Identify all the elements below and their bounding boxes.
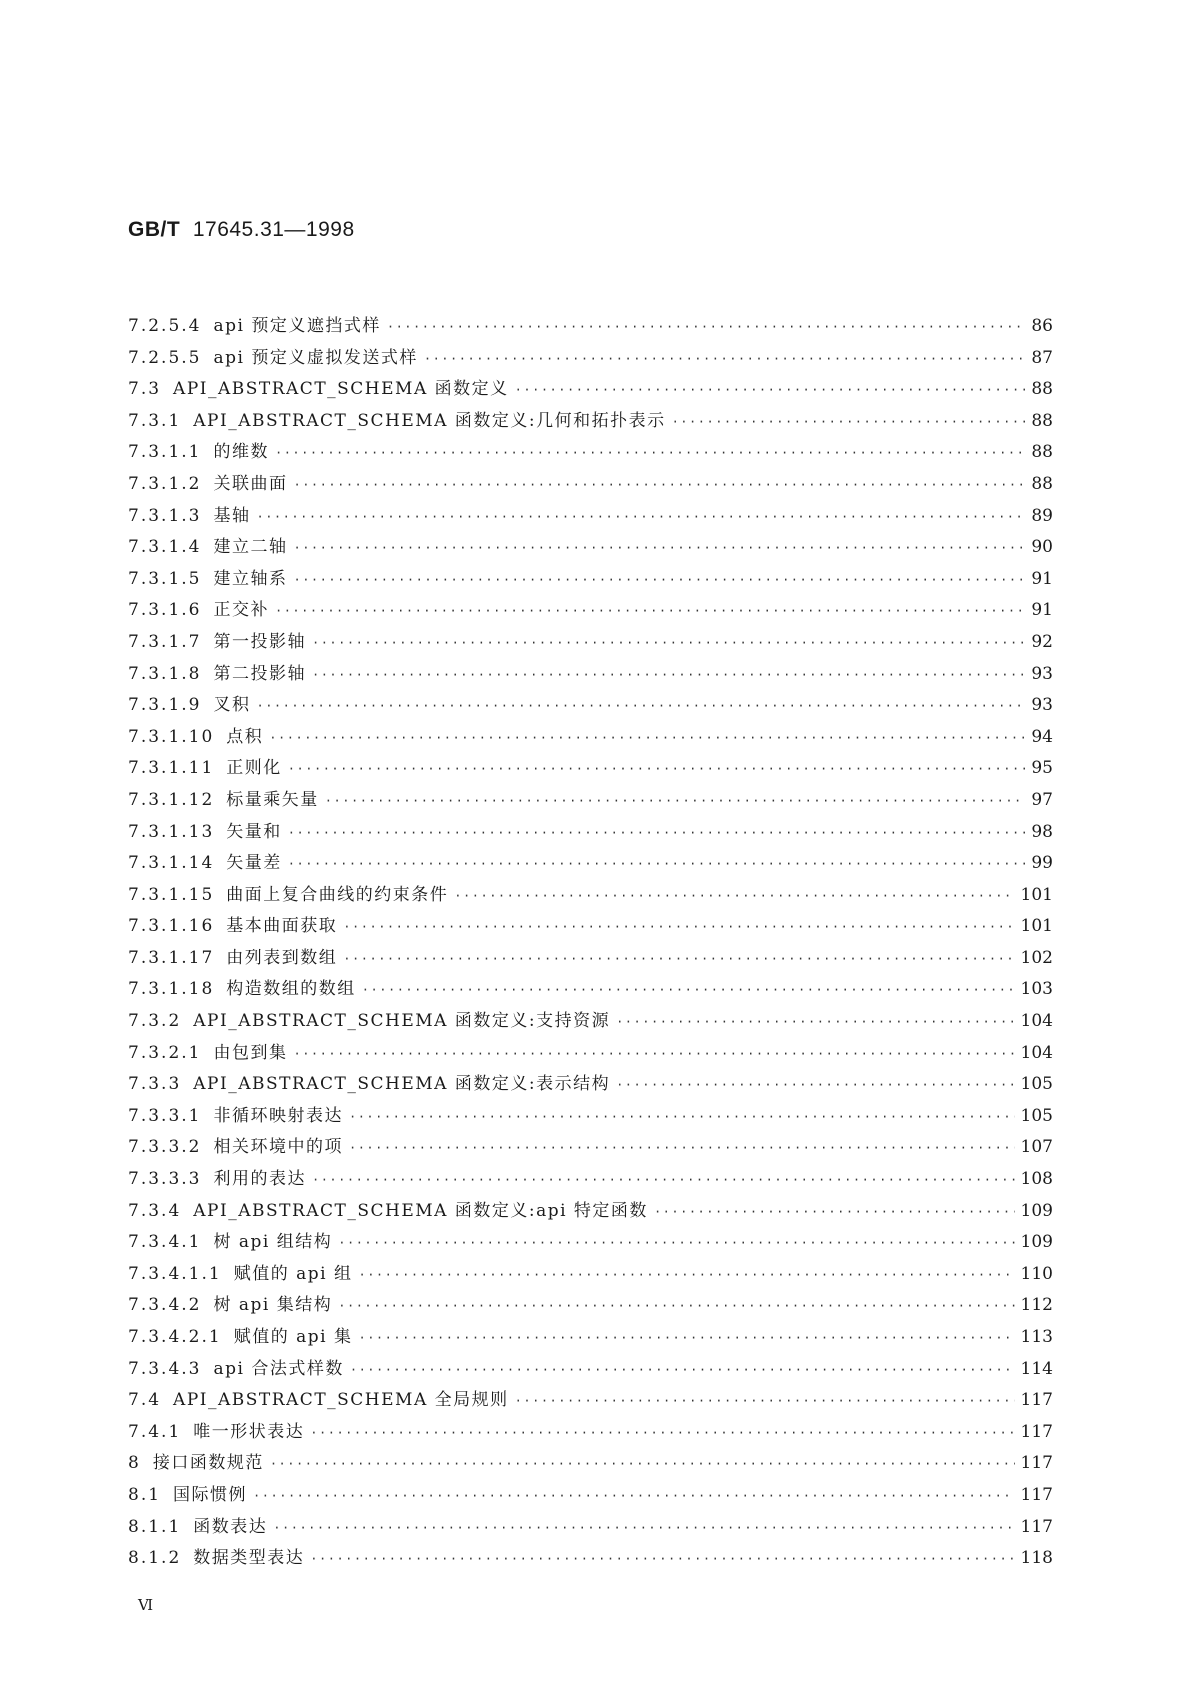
dot-leader [349,1141,1015,1155]
toc-entry-page: 107 [1020,1137,1053,1158]
toc-entry [128,817,1053,849]
toc-entry [128,406,1053,438]
toc-entry-number: 7.3.1.9 [128,695,202,716]
toc-entry-page: 94 [1031,726,1053,747]
dot-leader [387,320,1026,334]
toc-entry-title: 基本曲面获取 [226,916,338,937]
toc-entry [128,1512,1053,1544]
toc-entry-title: 关联曲面 [213,473,288,494]
toc-entry-title: API_ABSTRACT_SCHEMA 函数定义 [173,379,509,400]
toc-entry-title: 曲面上复合曲线的约束条件 [226,884,449,905]
toc-entry-number: 7.3.4.2.1 [128,1327,222,1347]
dot-leader [454,889,1014,903]
toc-entry-title: 第二投影轴 [213,663,306,684]
toc-entry-number: 7.3.4 [128,1200,182,1221]
toc-entry-number: 7.3.4.2 [128,1295,202,1316]
toc-entry-page: 93 [1031,663,1053,684]
toc-entry-page: 88 [1031,442,1053,463]
toc-entry-number: 7.3.2 [128,1011,182,1032]
toc-entry-title: api 合法式样数 [213,1358,344,1379]
toc-entry-number: 8.1.2 [128,1548,182,1569]
toc-entry [128,564,1053,596]
dot-leader [273,1521,1014,1535]
dot-leader [310,1552,1014,1566]
toc-entry-title: 建立轴系 [213,568,288,589]
toc-entry-title: 正则化 [226,758,282,779]
toc-entry-number: 7.3 [128,379,162,400]
toc-entry-title: 的维数 [213,442,269,463]
toc-entry-page: 102 [1020,947,1053,968]
toc-entry-page: 108 [1020,1169,1053,1190]
toc-entry [128,1101,1053,1133]
toc-entry [128,343,1053,375]
toc-entry [128,1543,1053,1575]
toc-entry-number: 7.3.1 [128,410,182,431]
toc-entry [128,1480,1053,1512]
toc-entry [128,437,1053,469]
toc-entry [128,659,1053,691]
toc-entry-number: 7.3.1.18 [128,979,215,1000]
toc-entry-page: 88 [1031,473,1053,494]
dot-leader [310,1426,1014,1440]
toc-entry-page: 97 [1031,789,1053,810]
toc-entry-title: 矢量差 [226,853,282,874]
toc-entry-number: 7.4 [128,1390,162,1411]
toc-entry [128,501,1053,533]
toc-entry-title: 赋值的 api 集 [233,1327,353,1347]
toc-entry-number: 7.3.3.2 [128,1137,202,1158]
dot-leader [275,446,1025,460]
toc-entry-title: 矢量和 [226,821,282,842]
toc-entry [128,1164,1053,1196]
toc-entry-number: 7.3.4.3 [128,1358,202,1379]
toc-entry [128,1259,1053,1291]
toc-entry-number: 7.3.2.1 [128,1042,202,1063]
dot-leader [293,1047,1014,1061]
dot-leader [424,352,1026,366]
toc-entry-page: 105 [1020,1074,1053,1095]
toc-entry [128,1322,1053,1354]
toc-entry-number: 7.3.4.1.1 [128,1263,222,1284]
page-number: Ⅵ [138,1596,154,1614]
dot-leader [325,794,1026,808]
toc-entry [128,627,1053,659]
toc-entry-page: 93 [1031,695,1053,716]
toc-entry [128,943,1053,975]
toc-entry-page: 101 [1020,916,1053,937]
toc-entry [128,595,1053,627]
toc-entry-page: 109 [1020,1200,1053,1221]
dot-leader [616,1078,1014,1092]
toc-entry-page: 110 [1020,1263,1053,1284]
toc-entry-title: 相关环境中的项 [213,1137,343,1158]
toc-entry [128,1038,1053,1070]
toc-entry-page: 117 [1020,1453,1053,1474]
toc-entry-number: 7.3.1.1 [128,442,202,463]
toc-entry-title: 树 api 集结构 [213,1295,333,1316]
toc-entry-page: 101 [1020,884,1053,905]
dot-leader [312,636,1025,650]
dot-leader [269,731,1025,745]
toc-entry-title: 标量乘矢量 [226,789,319,810]
dot-leader [270,1457,1015,1471]
toc-entry-number: 7.3.1.3 [128,505,202,526]
toc-entry-number: 7.3.3.3 [128,1169,202,1190]
toc-entry-number: 7.3.3 [128,1074,182,1095]
toc-entry [128,1227,1053,1259]
dot-leader [256,699,1025,713]
toc-entry [128,1196,1053,1228]
dot-leader [312,1173,1015,1187]
toc-entry-number: 7.2.5.4 [128,316,202,336]
toc-entry-page: 87 [1031,347,1053,368]
dot-leader [338,1299,1014,1313]
toc-entry-title: 赋值的 api 组 [233,1263,353,1284]
toc-entry-title: 点积 [226,726,264,747]
toc-entry [128,880,1053,912]
dot-leader [338,1236,1014,1250]
toc-entry-number: 7.3.1.6 [128,600,202,621]
toc-entry-title: 树 api 组结构 [213,1232,333,1253]
toc-entry-number: 8.1 [128,1484,162,1505]
toc-entry [128,1385,1053,1417]
toc-entry-page: 103 [1020,979,1053,1000]
toc-entry-page: 89 [1031,505,1053,526]
toc-entry-number: 7.3.1.14 [128,853,215,874]
dot-leader [288,857,1026,871]
toc-entry [128,690,1053,722]
toc-entry-page: 88 [1031,379,1053,400]
toc-entry-page: 117 [1020,1421,1053,1442]
toc-entry-page: 109 [1020,1232,1053,1253]
dot-leader [293,573,1025,587]
toc-entry-title: 利用的表达 [213,1169,306,1190]
dot-leader [616,1015,1014,1029]
toc-entry [128,1290,1053,1322]
toc-entry-title: api 预定义遮挡式样 [213,316,381,336]
toc-entry-title: API_ABSTRACT_SCHEMA 函数定义:几何和拓扑表示 [193,410,666,431]
toc-entry-number: 7.2.5.5 [128,347,202,368]
toc-entry-page: 91 [1031,568,1053,589]
toc-entry-page: 113 [1020,1327,1053,1347]
toc-entry-title: 建立二轴 [213,537,288,558]
dot-leader [350,1363,1015,1377]
dot-leader [253,1489,1015,1503]
toc-entry-title: API_ABSTRACT_SCHEMA 函数定义:支持资源 [193,1011,611,1032]
toc-entry-number: 7.3.1.11 [128,758,215,779]
dot-leader [358,1268,1014,1282]
toc-entry-title: 基轴 [213,505,251,526]
toc-entry-number: 8.1.1 [128,1516,182,1537]
toc-entry-page: 90 [1031,537,1053,558]
toc-entry-title: 国际惯例 [173,1484,248,1505]
dot-leader [672,415,1026,429]
toc-entry-page: 95 [1031,758,1053,779]
toc-entry-number: 7.3.1.8 [128,663,202,684]
dot-leader [654,1205,1015,1219]
toc-entry [128,1132,1053,1164]
dot-leader [515,383,1026,397]
toc-entry [128,1069,1053,1101]
toc-entry-title: API_ABSTRACT_SCHEMA 函数定义:api 特定函数 [193,1200,648,1221]
dot-leader [293,478,1025,492]
toc-entry-title: 非循环映射表达 [213,1105,343,1126]
toc-entry-page: 98 [1031,821,1053,842]
toc-entry-title: 接口函数规范 [152,1453,264,1474]
toc-entry [128,532,1053,564]
toc-entry-page: 104 [1020,1042,1053,1063]
toc-entry-title: API_ABSTRACT_SCHEMA 全局规则 [173,1390,509,1411]
toc-entry-title: 函数表达 [193,1516,268,1537]
toc-entry-page: 117 [1020,1484,1053,1505]
toc-entry [128,469,1053,501]
dot-leader [256,510,1025,524]
toc-entry-title: 叉积 [213,695,251,716]
toc-entry [128,1354,1053,1386]
toc-entry-number: 7.3.1.13 [128,821,215,842]
toc-entry [128,374,1053,406]
toc-entry-title: 数据类型表达 [193,1548,305,1569]
toc-entry-number: 7.3.1.2 [128,473,202,494]
dot-leader [288,762,1026,776]
toc-entry-title: API_ABSTRACT_SCHEMA 函数定义:表示结构 [193,1074,611,1095]
toc-entry-page: 114 [1020,1358,1053,1379]
toc-entry [128,911,1053,943]
toc-entry-number: 7.3.4.1 [128,1232,202,1253]
toc-entry-page: 92 [1031,631,1053,652]
toc-entry-number: 7.3.1.5 [128,568,202,589]
toc-entry-page: 117 [1020,1516,1053,1537]
toc-entry-number: 7.3.1.10 [128,726,215,747]
dot-leader [362,983,1015,997]
dot-leader [288,826,1026,840]
toc-entry [128,311,1053,343]
toc-entry-number: 7.3.1.12 [128,789,215,810]
dot-leader [343,952,1014,966]
toc-entry-number: 8 [128,1453,141,1474]
toc-entry-title: 由列表到数组 [226,947,338,968]
toc-entry [128,1448,1053,1480]
toc-entry-page: 104 [1020,1011,1053,1032]
toc-entry-page: 118 [1020,1548,1053,1569]
dot-leader [293,541,1025,555]
table-of-contents [128,311,1053,1575]
toc-entry [128,974,1053,1006]
toc-entry-number: 7.3.1.7 [128,631,202,652]
toc-entry-title: 正交补 [213,600,269,621]
toc-entry-page: 105 [1020,1105,1053,1126]
toc-entry [128,1006,1053,1038]
toc-entry-page: 91 [1031,600,1053,621]
document-header [128,218,355,242]
standard-code: 17645.31—1998 [192,218,355,241]
toc-entry-title: 唯一形状表达 [193,1421,305,1442]
toc-entry [128,848,1053,880]
toc-entry [128,1417,1053,1449]
toc-entry [128,753,1053,785]
dot-leader [515,1394,1015,1408]
toc-entry-title: api 预定义虚拟发送式样 [213,347,418,368]
toc-entry-page: 117 [1020,1390,1053,1411]
dot-leader [275,604,1025,618]
toc-entry [128,785,1053,817]
toc-entry-title: 由包到集 [213,1042,288,1063]
toc-entry-title: 第一投影轴 [213,631,306,652]
dot-leader [358,1331,1014,1345]
toc-entry-page: 112 [1020,1295,1053,1316]
dot-leader [349,1110,1015,1124]
toc-entry-page: 88 [1031,410,1053,431]
toc-entry-number: 7.3.1.17 [128,947,215,968]
toc-entry-number: 7.3.1.16 [128,916,215,937]
toc-entry-page: 86 [1031,316,1053,336]
toc-entry-number: 7.3.1.4 [128,537,202,558]
dot-leader [343,920,1014,934]
dot-leader [312,668,1025,682]
toc-entry [128,722,1053,754]
toc-entry-number: 7.3.1.15 [128,884,215,905]
toc-entry-title: 构造数组的数组 [226,979,356,1000]
toc-entry-number: 7.3.3.1 [128,1105,202,1126]
toc-entry-page: 99 [1031,853,1053,874]
toc-entry-number: 7.4.1 [128,1421,182,1442]
standard-prefix: GB/T [128,218,181,241]
